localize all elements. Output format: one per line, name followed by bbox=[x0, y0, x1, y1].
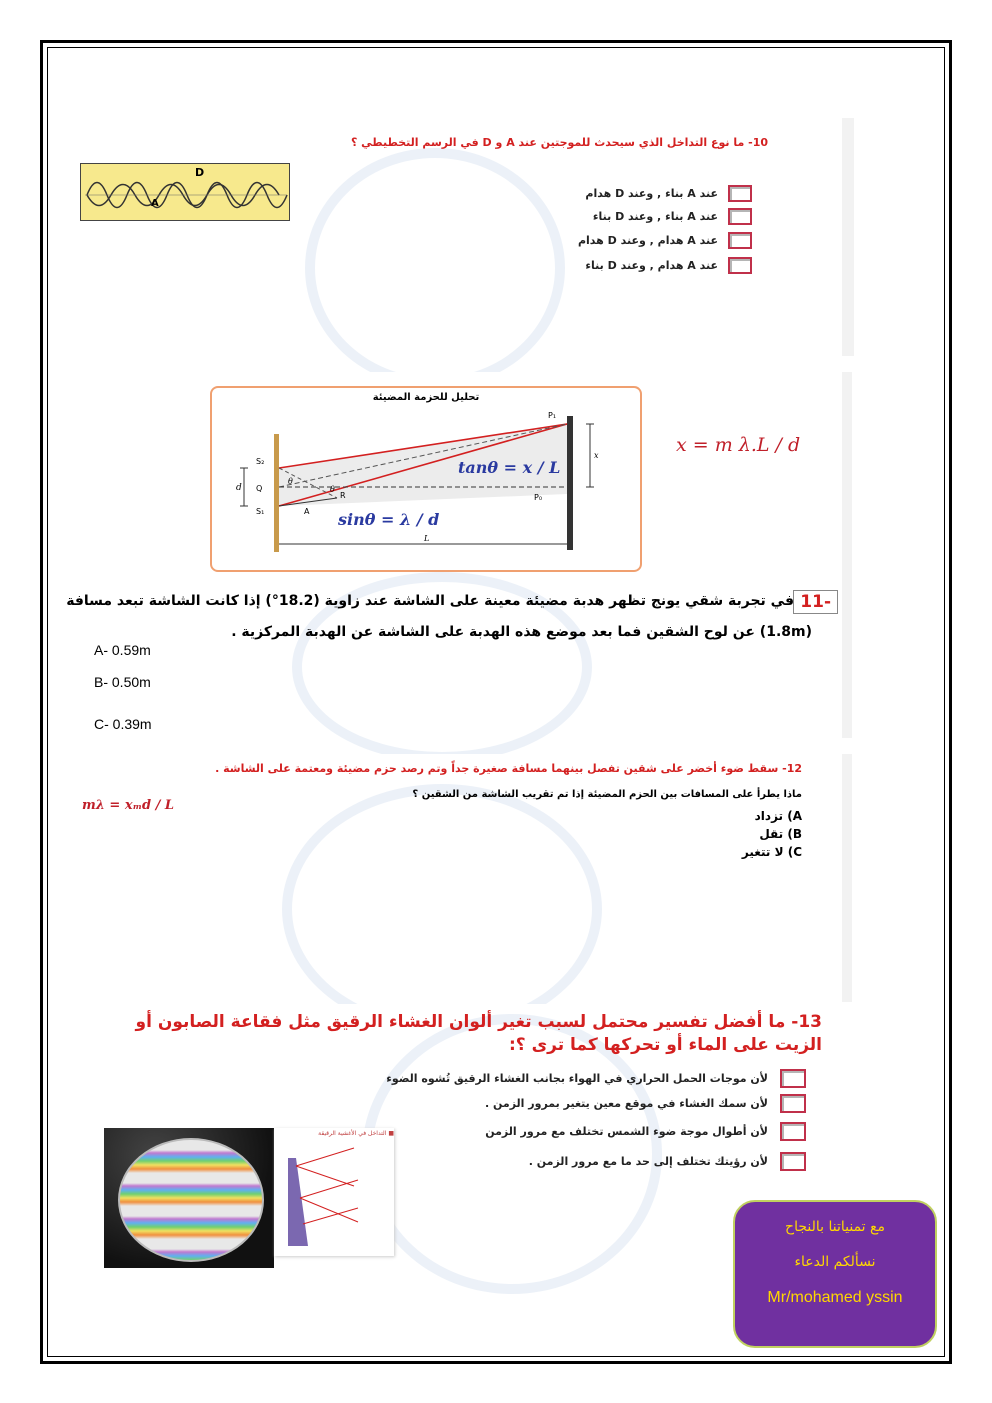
q11-option-c[interactable]: C- 0.39m bbox=[94, 716, 152, 732]
fringe-formula: mλ = xₘd / L bbox=[82, 798, 175, 813]
question-11-text-line-2: (1.8m) عن لوح الشقين فما بعد موضع هذه الهدبة على الشاشة عن الهدبة المركزية . bbox=[231, 624, 812, 640]
label-a: A bbox=[304, 507, 310, 516]
wave-interference-diagram bbox=[80, 163, 290, 221]
q10-checkbox-1[interactable] bbox=[728, 185, 752, 202]
question-11-number: 11- bbox=[793, 590, 838, 614]
question-12-panel bbox=[62, 754, 852, 1002]
question-13-panel bbox=[62, 1004, 842, 1274]
q10-option-3[interactable]: عند A هدام , وعند D هدام bbox=[578, 232, 752, 249]
question-12-line-2: ماذا يطرأ على المسافات بين الحزم المضيئة إذا تم تقريب الشاشة من الشقين ؟ bbox=[412, 789, 802, 800]
question-10-title: 10- ما نوع التداخل الذي سيحدث للموجتين عند A و D في الرسم التخطيطي ؟ bbox=[350, 136, 768, 149]
diagram-title: تحليل للحزمة المضيئة bbox=[372, 392, 480, 403]
footer-line-2: نسألكم الدعاء bbox=[794, 1254, 876, 1270]
tan-formula: tanθ = x / L bbox=[458, 458, 561, 477]
q13-checkbox-2[interactable] bbox=[780, 1094, 806, 1113]
question-11-panel bbox=[62, 372, 852, 738]
label-L: L bbox=[424, 534, 430, 543]
wave-label-a: A bbox=[151, 198, 159, 209]
q13-checkbox-4[interactable] bbox=[780, 1152, 806, 1171]
wave-label-d: D bbox=[195, 166, 205, 179]
q12-option-b[interactable]: B) تقل bbox=[759, 827, 802, 841]
label-theta-2: θ bbox=[330, 485, 335, 494]
label-p1: P₁ bbox=[548, 411, 557, 420]
q11-option-b[interactable]: B- 0.50m bbox=[94, 674, 151, 690]
q10-checkbox-4[interactable] bbox=[728, 257, 752, 274]
question-10-panel bbox=[70, 118, 854, 356]
x-position-formula: x = m λ.L / d bbox=[676, 434, 801, 456]
q13-option-2[interactable]: لأن سمك الغشاء في موقع معين يتغير بمرور الزمن . bbox=[485, 1094, 806, 1113]
thin-film-caption: ■ التداخل في الأغشية الرقيقة bbox=[318, 1130, 394, 1137]
sin-formula: sinθ = λ / d bbox=[338, 510, 440, 529]
q10-option-2[interactable]: عند A بناء , وعند D بناء bbox=[593, 208, 752, 225]
thin-film-diagram bbox=[274, 1128, 394, 1256]
soap-film-photo bbox=[104, 1128, 274, 1268]
label-r: R bbox=[340, 491, 346, 500]
watermark-logo bbox=[305, 148, 565, 388]
label-s1: S₁ bbox=[256, 507, 265, 516]
label-x: x bbox=[594, 451, 599, 460]
soap-film-rainbow bbox=[118, 1138, 264, 1262]
question-13-title-line-2: الزيت على الماء أو تحركها كما ترى ؟: bbox=[509, 1035, 822, 1055]
q10-checkbox-2[interactable] bbox=[728, 208, 752, 225]
label-d: d bbox=[236, 483, 242, 493]
q10-option-1[interactable]: عند A بناء , وعند D هدام bbox=[585, 185, 752, 202]
q13-checkbox-1[interactable] bbox=[780, 1069, 806, 1088]
q10-option-4[interactable]: عند A هدام , وعند D بناء bbox=[585, 257, 752, 274]
q12-option-c[interactable]: C) لا تتغير bbox=[741, 845, 802, 859]
question-12-line-1: 12- سقط ضوء أخضر على شقين تفصل بينهما مسافة صغيرة جداً وتم رصد حزم مضيئة ومعتمة على الشاشة . bbox=[215, 762, 802, 775]
label-p0: P₀ bbox=[534, 493, 543, 502]
q13-option-4[interactable]: لأن رؤيتك تختلف إلى حد ما مع مرور الزمن . bbox=[529, 1152, 806, 1171]
footer-wishes-box bbox=[733, 1200, 937, 1348]
q13-option-3[interactable]: لأن أطوال موجة ضوء الشمس تختلف مع مرور الزمن bbox=[485, 1122, 806, 1141]
watermark-logo bbox=[282, 784, 602, 1034]
q10-checkbox-3[interactable] bbox=[728, 232, 752, 249]
q13-checkbox-3[interactable] bbox=[780, 1122, 806, 1141]
q12-option-a[interactable]: A) تزداد bbox=[754, 809, 802, 823]
footer-author: Mr/mohamed yssin bbox=[767, 1289, 903, 1306]
double-slit-diagram bbox=[210, 386, 642, 572]
q13-option-1[interactable]: لأن موجات الحمل الحراري في الهواء بجانب الغشاء الرقيق تُشوه الضوء bbox=[386, 1069, 806, 1088]
question-13-title-line-1: 13- ما أفضل تفسير محتمل لسبب تغير ألوان الغشاء الرقيق مثل فقاعة الصابون أو bbox=[135, 1012, 822, 1032]
label-s2: S₂ bbox=[256, 457, 265, 466]
question-11-text-line-1: في تجربة شقي يونج تظهر هدبة مضيئة معينة على الشاشة عند زاوية (18.2°) إذا كانت الشاشة تبعد مسافة bbox=[66, 593, 794, 609]
label-q: Q bbox=[256, 484, 263, 493]
q11-option-a[interactable]: A- 0.59m bbox=[94, 642, 151, 658]
label-theta-1: θ bbox=[288, 477, 293, 486]
footer-line-1: مع تمنياتنا بالنجاح bbox=[785, 1219, 885, 1235]
